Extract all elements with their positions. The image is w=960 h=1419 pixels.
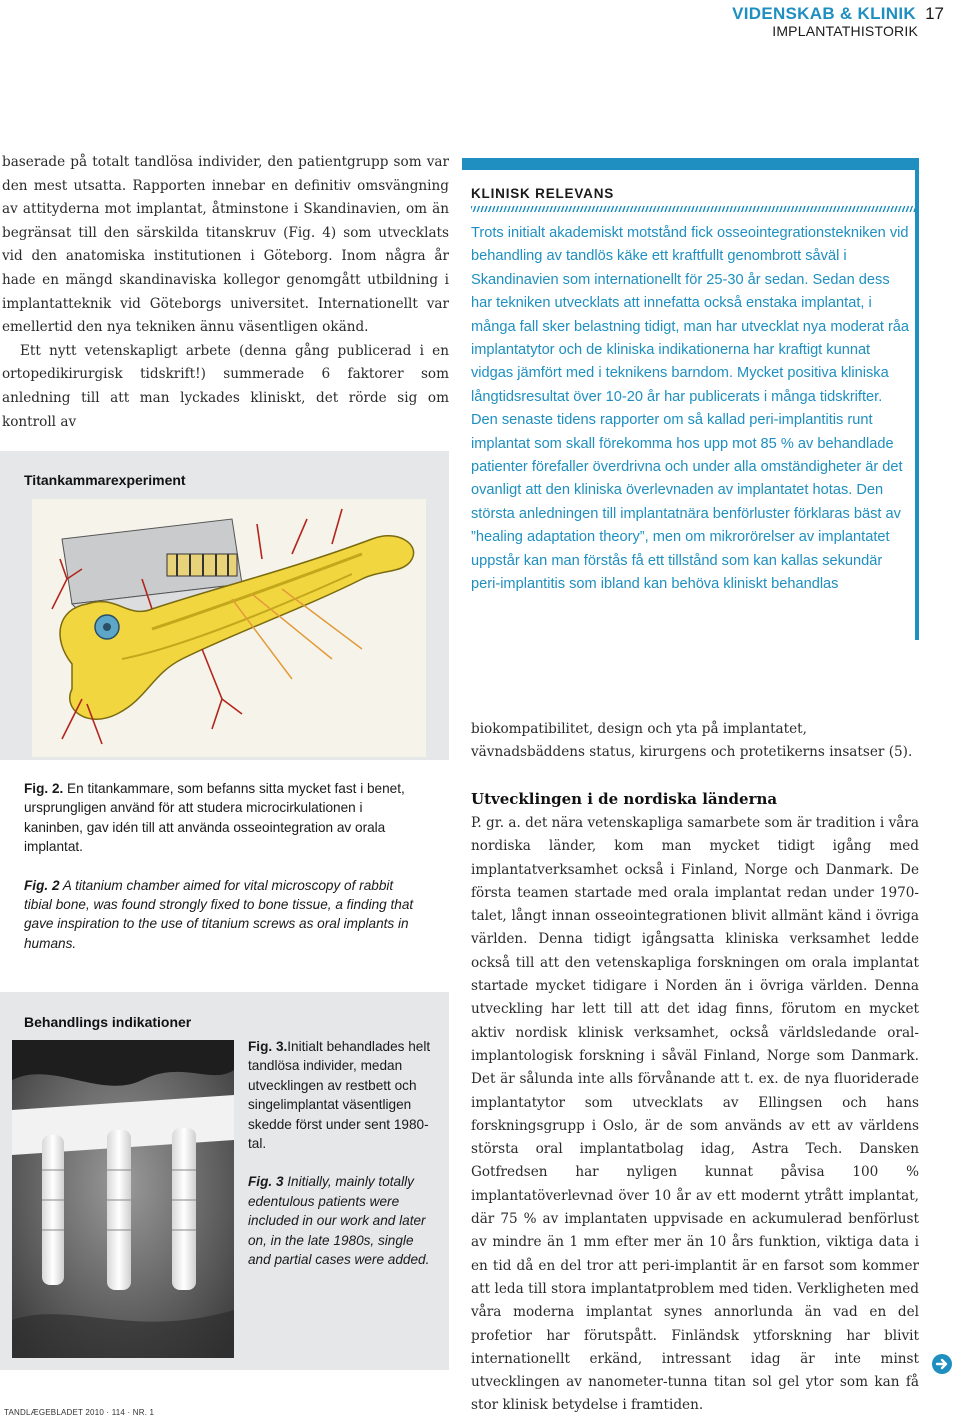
figure-3-label-en: Fig. 3 <box>248 1174 284 1190</box>
hatch-divider <box>471 206 915 212</box>
figure-3-title: Behandlings indikationer <box>24 1014 192 1030</box>
page-subtitle: IMPLANTATHISTORIK <box>772 23 918 39</box>
section-heading-nordic: Utvecklingen i de nordiska länderna <box>471 790 778 808</box>
figure-3-caption-en: Initially, mainly totally edentulous patients were included in our work and later on, in the late 1980s, single and partial cases were added. <box>248 1174 430 1268</box>
figure-3-caption <box>248 1037 438 1269</box>
titanium-chamber-illustration <box>32 499 426 757</box>
figure-2-title: Titankammarexperiment <box>24 472 186 488</box>
figure-3-label: Fig. 3. <box>248 1039 288 1054</box>
figure-2-label-en: Fig. 2 <box>24 877 60 893</box>
clinical-relevance-side-bar <box>915 158 919 640</box>
figure-2-label: Fig. 2. <box>24 781 64 796</box>
figure-2-caption <box>24 779 424 953</box>
next-page-arrow-icon <box>932 1354 952 1374</box>
clinical-relevance-top-bar <box>462 158 919 170</box>
figure-2-caption-en: A titanium chamber aimed for vital microscopy of rabbit tibial bone, was found strongly fixed to bone tissue, a finding that gave inspiration to the use of titanium screws as oral implants in humans. <box>24 877 414 951</box>
figure-2-caption-sv: En titankammare, som befanns sitta mycket fast i benet, ursprungligen använd för att studera microcirkulationen i kaninben, gav idén till att använda osseointegration av orala implantat. <box>24 781 405 855</box>
xray-implants-image <box>12 1040 234 1358</box>
figure-3-box <box>0 992 449 1370</box>
left-paragraph-1: baserade på totalt tandlösa individer, den patientgrupp som var den mest utsatta. Rapporten innebar en definitiv omsvängning av attityderna mot implantat, åtminstone i Skandinavien, om än begränsat till den särskilda titanskruv (Fig. 4) som utvecklats vid den anatomiska institutionen i Göteborg. Inom några år hade en mängd skandinaviska kollegor genomgått utbildning i implantatteknik vid Göteborgs universitet. Internationellt var emellertid den nya tekniken ännu väsentligen okänd. <box>2 154 449 336</box>
section-title: VIDENSKAB & KLINIK <box>732 4 916 23</box>
page-number: 17 <box>925 4 944 23</box>
left-body-text <box>2 151 449 434</box>
figure-2-box <box>0 451 449 760</box>
footer-journal: TANDLÆGEBLADET 2010 · 114 · NR. 1 <box>4 1408 155 1417</box>
left-paragraph-2: Ett nytt vetenskapligt arbete (denna gång publicerad i en ortopedikirurgisk tidskrift!) summerade 6 faktorer som anledning till att man lyckades kliniskt, det rörde sig om kontroll av <box>2 342 449 430</box>
clinical-relevance-title: KLINISK RELEVANS <box>471 186 615 201</box>
figure-3-caption-sv: Initialt behandlades helt tandlösa individer, medan utvecklingen av restbett och singelimplantat väsentligen skedde först under sent 1980-tal. <box>248 1039 431 1152</box>
clinical-relevance-text: Trots initialt akademiskt motstånd fick osseointegrationstekniken vid behandling av tandlös käke ett kraftfullt genombrott såväl i Skandinavien som internationellt för 25-30 år sedan. Sedan dess har tekniken utvecklats att innefatta också enstaka implantat, i många fall sker belastning tidigt, man har utvecklat nya moderat råa implantatytor och de kliniska indikationerna har kraftigt kunnat vidgas jämfört med i teknikens barndom. Mycket positiva kliniska långtidsresultat över 10-20 år har publicerats i många tidskrifter. Den senaste tidens rapporter om så kallad peri-implantitis runt implantat som skall förekomma hos upp mot 85 % av behandlade patienter förefaller överdrivna och under alla omständigheter är det ovanligt att den kliniska överlevnaden av implantatet hotas. Den största anledningen till implantatnära benförluster förklaras bäst av ”healing adaptation theory”, men om mikrorörelser av implantatet uppstår kan man förstås få ett tillstånd som kan kallas sekundär peri-implantitis som ibland kan behöva kliniskt behandlas <box>471 225 910 593</box>
right-continuation-text: biokompatibilitet, design och yta på implantatet, vävnadsbäddens status, kirurgens och protetikerns insatser (5). <box>471 721 913 761</box>
clinical-relevance-box <box>462 158 919 640</box>
right-body-text: P. gr. a. det nära vetenskapliga samarbete som är tradition i våra nordiska länder, kom man mycket tidigt igång med implantatverksamhet också i Finland, Norge och Danmark. De första teamen startade med orala implantat redan under 1970-talet, långt innan osseointegrationen blivit allmänt känd i övriga världen. Denna tidigt igångsatta kliniska verksamhet ledde också till att den vetenskapliga forskningen om orala implantat startade mycket tidigare i Norden än i övriga världen. Denna utveckling har lett till att det idag finns, förutom en mycket aktiv nordisk klinisk verksamhet, också världsledande oral-implantologisk forskning i såväl Finland, Norge som Danmark. Det är sålunda inte alls förvånande att t. ex. de nya fluoriderade implantatytor som utvecklats av Ellingsen och hans forskningsgrupp i Oslo, är de som används av ett av världens största oral implantatbolag idag, Astra Tech. Dansken Gotfredsen har nyligen kunnat påvisa 100 % implantatöverlevnad över 10 år av ett modernt ytrått implantat, där 75 % av implantaten uppvisade en ackumulerad benförlust av mindre än 1 mm efter mer än 10 års funktion, viktiga data i en tid då en del tror att peri-implantit är en farsot som kommer att leda till stora implantatproblem med tiden. Verkligheten med våra moderna implantat synes annorlunda än vad en del profetior har förutspått. Finländsk ytforskning har blivit internationellt erkänd, intressant idag är inte minst utvecklingen av nanometer-tunna titan sol gel ytor som kan få stor klinisk betydelse i framtiden. <box>471 815 919 1414</box>
